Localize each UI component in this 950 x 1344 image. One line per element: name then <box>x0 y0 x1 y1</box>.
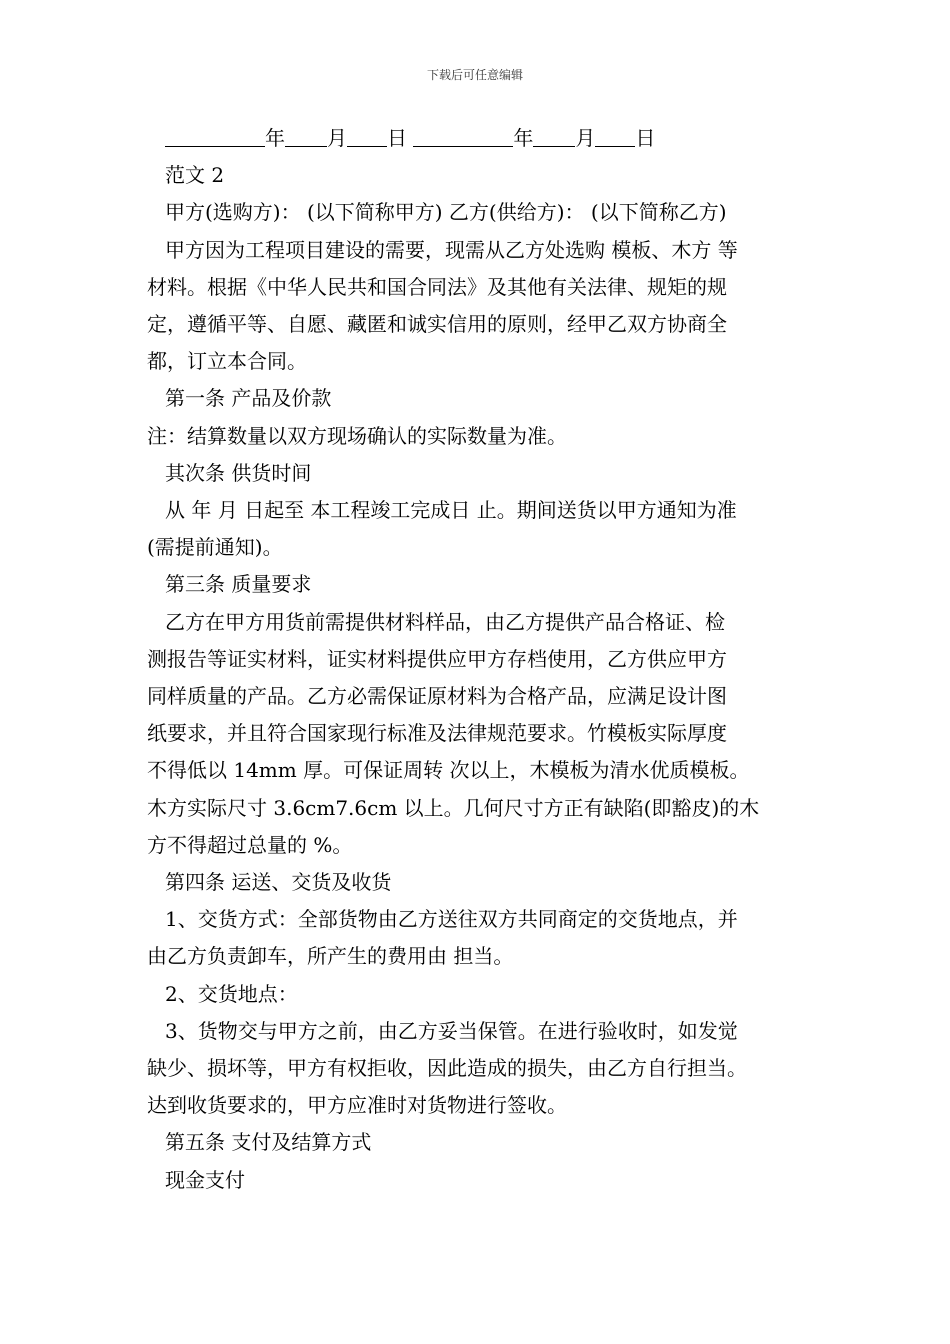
blank-line <box>595 124 635 147</box>
paragraph-line: 木方实际尺寸 3.6cm7.6cm 以上。几何尺寸方正有缺陷(即豁皮)的木 <box>147 795 760 820</box>
paragraph-line: 乙方在甲方用货前需提供材料样品，由乙方提供产品合格证、检 <box>165 609 725 634</box>
paragraph-line: 2、交货地点： <box>165 981 298 1006</box>
paragraph-line: 现金支付 <box>165 1167 245 1192</box>
paragraph-line: 同样质量的产品。乙方必需保证原材料为合格产品，应满足设计图 <box>147 684 727 709</box>
paragraph-line: 方不得超过总量的 %。 <box>147 832 353 857</box>
date-line: 年 月 日 年 月 日 <box>147 120 807 157</box>
paragraph-line: 缺少、损坏等，甲方有权拒收，因此造成的损失，由乙方自行担当。 <box>147 1056 747 1081</box>
paragraph-line: (需提前通知)。 <box>147 535 283 560</box>
blank-line <box>347 124 387 147</box>
paragraph-line: 注：结算数量以双方现场确认的实际数量为准。 <box>147 423 567 448</box>
article-heading: 其次条 供货时间 <box>165 460 312 485</box>
paragraph-line: 达到收货要求的，甲方应准时对货物进行签收。 <box>147 1093 567 1118</box>
blank-line <box>285 124 327 147</box>
article-heading: 第三条 质量要求 <box>165 572 312 597</box>
contract-body <box>147 120 807 1199</box>
paragraph-line: 材料。根据《中华人民共和国合同法》及其他有关法律、规矩的规 <box>147 274 727 299</box>
parties-line: 甲方(选购方)： (以下简称甲方) 乙方(供给方)： (以下简称乙方) <box>165 200 727 225</box>
sample-title: 范文 2 <box>165 163 225 188</box>
article-heading: 第五条 支付及结算方式 <box>165 1130 372 1155</box>
blank-line <box>533 124 575 147</box>
article-heading: 第四条 运送、交货及收货 <box>165 870 392 895</box>
paragraph-line: 纸要求，并且符合国家现行标准及法律规范要求。竹模板实际厚度 <box>147 721 727 746</box>
paragraph-line: 由乙方负责卸车，所产生的费用由 担当。 <box>147 944 514 969</box>
blank-line <box>165 124 265 147</box>
page-header: 下载后可任意编辑 <box>426 68 523 82</box>
article-heading: 第一条 产品及价款 <box>165 386 332 411</box>
paragraph-line: 甲方因为工程项目建设的需要，现需从乙方处选购 模板、木方 等 <box>165 237 738 262</box>
paragraph-line: 1、交货方式：全部货物由乙方送往双方共同商定的交货地点，并 <box>165 907 738 932</box>
paragraph-line: 都，订立本合同。 <box>147 349 307 374</box>
blank-line <box>413 124 513 147</box>
paragraph-line: 测报告等证实材料，证实材料提供应甲方存档使用，乙方供应甲方 <box>147 646 727 671</box>
paragraph-line: 不得低以 14mm 厚。可保证周转 次以上，木模板为清水优质模板。 <box>147 758 750 783</box>
paragraph-line: 定，遵循平等、自愿、藏匿和诚实信用的原则，经甲乙双方协商全 <box>147 312 727 337</box>
paragraph-line: 从 年 月 日起至 本工程竣工完成日 止。期间送货以甲方通知为准 <box>165 498 737 523</box>
paragraph-line: 3、货物交与甲方之前，由乙方妥当保管。在进行验收时，如发觉 <box>165 1018 738 1043</box>
